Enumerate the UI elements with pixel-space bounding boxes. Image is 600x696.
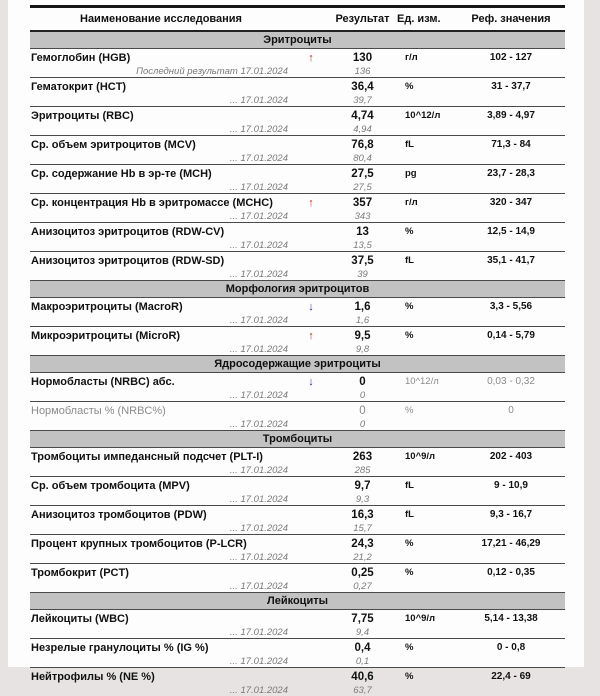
previous-result-value: 39	[357, 268, 368, 280]
test-result: 263	[352, 450, 373, 463]
table-header-row	[30, 8, 565, 32]
previous-result-row	[30, 314, 565, 326]
previous-result-value: 343	[354, 210, 371, 222]
test-row-block	[30, 223, 565, 252]
test-unit: г/л	[405, 197, 418, 208]
test-main-row	[30, 223, 565, 239]
test-row-block	[30, 252, 565, 281]
test-row-block	[30, 564, 565, 593]
test-main-row	[30, 298, 565, 314]
test-row-block	[30, 49, 565, 78]
test-main-row	[30, 610, 565, 626]
test-ref-range: 3,89 - 4,97	[487, 110, 535, 121]
previous-result-row	[30, 389, 565, 401]
previous-result-value: 80,4	[353, 152, 372, 164]
test-result: 40,6	[351, 670, 374, 683]
test-name: Нормобласты (NRBC) абс.	[31, 375, 175, 388]
previous-result-value: 1,6	[355, 314, 370, 326]
test-name: Ср. объем тромбоцита (MPV)	[31, 479, 190, 492]
test-main-row	[30, 402, 565, 418]
test-result: 13	[356, 225, 369, 238]
section-title: Морфология эритроцитов	[225, 283, 370, 295]
arrow-down-icon: ↓	[308, 375, 314, 388]
section-title: Эритроциты	[263, 34, 332, 46]
previous-result-label: ... 17.01.2024	[229, 210, 288, 222]
test-main-row	[30, 373, 565, 389]
previous-result-value: 9,8	[355, 343, 370, 355]
header-result: Результат	[335, 13, 390, 25]
previous-result-row	[30, 210, 565, 222]
test-name: Ср. объем эритроцитов (MCV)	[31, 138, 196, 151]
report-page	[8, 0, 584, 696]
test-row-block	[30, 107, 565, 136]
test-result: 0,4	[354, 641, 371, 654]
test-main-row	[30, 477, 565, 493]
test-unit: fL	[405, 480, 414, 491]
test-ref-range: 202 - 403	[489, 451, 533, 462]
test-row-block	[30, 639, 565, 668]
lab-report-table	[30, 5, 565, 696]
test-unit: fL	[405, 255, 414, 266]
previous-result-row	[30, 94, 565, 106]
test-row-block	[30, 373, 565, 402]
previous-result-row	[30, 181, 565, 193]
previous-result-label: ... 17.01.2024	[229, 389, 288, 401]
previous-result-row	[30, 418, 565, 430]
test-ref-range: 0,14 - 5,79	[487, 330, 535, 341]
test-unit: %	[405, 538, 414, 549]
test-name: Нормобласты % (NRBC%)	[31, 404, 166, 417]
test-result: 1,6	[354, 300, 371, 313]
previous-result-value: 0,1	[355, 655, 370, 667]
previous-result-label: ... 17.01.2024	[229, 152, 288, 164]
previous-result-value: 27,5	[353, 181, 372, 193]
test-main-row	[30, 49, 565, 65]
previous-result-label: ... 17.01.2024	[229, 268, 288, 280]
previous-result-row	[30, 65, 565, 77]
test-unit: %	[405, 642, 414, 653]
test-ref-range: 0 - 0,8	[496, 642, 526, 653]
arrow-up-icon: ↑	[308, 196, 314, 209]
previous-result-value: 63,7	[353, 684, 372, 696]
test-main-row	[30, 639, 565, 655]
test-ref-range: 9,3 - 16,7	[489, 509, 533, 520]
test-name: Процент крупных тромбоцитов (P-LCR)	[31, 537, 247, 550]
test-ref-range: 31 - 37,7	[491, 81, 531, 92]
header-units: Ед. изм.	[397, 13, 441, 25]
previous-result-label: ... 17.01.2024	[229, 580, 288, 592]
previous-result-row	[30, 493, 565, 505]
test-result: 37,5	[351, 254, 374, 267]
header-test-name: Наименование исследования	[80, 13, 242, 25]
previous-result-value: 13,5	[353, 239, 372, 251]
test-result: 130	[352, 51, 373, 64]
test-name: Тромбокрит (PCT)	[31, 566, 129, 579]
test-unit: %	[405, 330, 414, 341]
test-ref-range: 5,14 - 13,38	[484, 613, 538, 624]
test-name: Анизоцитоз тромбоцитов (PDW)	[31, 508, 207, 521]
test-result: 4,74	[351, 109, 374, 122]
test-row-block	[30, 194, 565, 223]
test-row-block	[30, 477, 565, 506]
previous-result-value: 15,7	[353, 522, 372, 534]
test-ref-range: 22,4 - 69	[491, 671, 531, 682]
test-main-row	[30, 165, 565, 181]
test-ref-range: 71,3 - 84	[491, 139, 531, 150]
test-name: Макроэритроциты (MacroR)	[31, 300, 183, 313]
section-title: Ядросодержащие эритроциты	[214, 358, 381, 370]
test-result: 0	[359, 375, 366, 388]
test-ref-range: 35,1 - 41,7	[487, 255, 535, 266]
test-result: 36,4	[351, 80, 374, 93]
previous-result-value: 39,7	[353, 94, 372, 106]
test-row-block	[30, 668, 565, 696]
previous-result-row	[30, 343, 565, 355]
arrow-up-icon: ↑	[308, 51, 314, 64]
section-band	[30, 281, 565, 298]
test-unit: 10^9/л	[405, 613, 436, 624]
test-name: Гематокрит (HCT)	[31, 80, 127, 93]
test-unit: %	[405, 226, 414, 237]
test-result: 0	[359, 404, 366, 417]
arrow-up-icon: ↑	[308, 329, 314, 342]
test-result: 9,7	[354, 479, 371, 492]
test-name: Лейкоциты (WBC)	[31, 612, 129, 625]
test-ref-range: 0,03 - 0,32	[487, 376, 535, 387]
test-name: Анизоцитоз эритроцитов (RDW-SD)	[31, 254, 225, 267]
test-name: Ср. содержание Hb в эр-те (MCH)	[31, 167, 212, 180]
previous-result-value: 4,94	[353, 123, 372, 135]
previous-result-label: ... 17.01.2024	[229, 343, 288, 355]
test-main-row	[30, 564, 565, 580]
test-unit: г/л	[405, 52, 418, 63]
test-row-block	[30, 610, 565, 639]
previous-result-label: ... 17.01.2024	[229, 314, 288, 326]
previous-result-row	[30, 239, 565, 251]
test-result: 357	[352, 196, 373, 209]
test-ref-range: 102 - 127	[489, 52, 533, 63]
previous-result-value: 136	[354, 65, 371, 77]
section-band	[30, 593, 565, 610]
test-result: 7,75	[351, 612, 374, 625]
previous-result-value: 285	[354, 464, 371, 476]
test-unit: %	[405, 671, 414, 682]
test-main-row	[30, 107, 565, 123]
previous-result-row	[30, 655, 565, 667]
previous-result-label: ... 17.01.2024	[229, 493, 288, 505]
section-band	[30, 431, 565, 448]
test-result: 0,25	[351, 566, 374, 579]
previous-result-value: 9,3	[355, 493, 370, 505]
test-row-block	[30, 402, 565, 431]
previous-result-label: ... 17.01.2024	[229, 94, 288, 106]
previous-result-value: 0	[359, 389, 366, 401]
previous-result-value: 0,27	[353, 580, 372, 592]
test-unit: 10^9/л	[405, 451, 436, 462]
previous-result-label: ... 17.01.2024	[229, 418, 288, 430]
test-row-block	[30, 506, 565, 535]
test-ref-range: 0,12 - 0,35	[487, 567, 535, 578]
previous-result-row	[30, 522, 565, 534]
test-row-block	[30, 535, 565, 564]
previous-result-label: ... 17.01.2024	[229, 626, 288, 638]
test-row-block	[30, 448, 565, 477]
previous-result-label: ... 17.01.2024	[229, 464, 288, 476]
test-ref-range: 12,5 - 14,9	[487, 226, 535, 237]
previous-result-label: ... 17.01.2024	[229, 522, 288, 534]
test-main-row	[30, 668, 565, 684]
test-unit: 10^12/л	[405, 110, 441, 121]
previous-result-value: 9,4	[355, 626, 370, 638]
test-name: Гемоглобин (HGB)	[31, 51, 131, 64]
test-result: 24,3	[351, 537, 374, 550]
previous-result-row	[30, 123, 565, 135]
test-row-block	[30, 327, 565, 356]
previous-result-label: ... 17.01.2024	[229, 655, 288, 667]
previous-result-label: ... 17.01.2024	[229, 181, 288, 193]
test-row-block	[30, 165, 565, 194]
previous-result-label: ... 17.01.2024	[229, 684, 288, 696]
test-row-block	[30, 298, 565, 327]
previous-result-value: 0	[359, 418, 366, 430]
arrow-down-icon: ↓	[308, 300, 314, 313]
test-unit: %	[405, 567, 414, 578]
section-band	[30, 32, 565, 49]
test-row-block	[30, 136, 565, 165]
section-title: Тромбоциты	[262, 433, 333, 445]
test-result: 16,3	[351, 508, 374, 521]
test-ref-range: 17,21 - 46,29	[481, 538, 541, 549]
test-name: Незрелые гранулоциты % (IG %)	[31, 641, 209, 654]
test-main-row	[30, 535, 565, 551]
section-title: Лейкоциты	[267, 595, 328, 607]
test-main-row	[30, 78, 565, 94]
previous-result-label: ... 17.01.2024	[229, 123, 288, 135]
test-unit: 10^12/л	[405, 376, 439, 387]
test-ref-range: 3,3 - 5,56	[489, 301, 533, 312]
test-unit: fL	[405, 509, 414, 520]
test-result: 9,5	[354, 329, 371, 342]
previous-result-row	[30, 268, 565, 280]
test-ref-range: 0	[508, 405, 514, 416]
test-main-row	[30, 136, 565, 152]
previous-result-row	[30, 580, 565, 592]
test-main-row	[30, 448, 565, 464]
previous-result-row	[30, 684, 565, 696]
test-ref-range: 320 - 347	[489, 197, 533, 208]
test-name: Ср. концентрация Hb в эритромассе (MCHC)	[31, 196, 273, 209]
previous-result-label: ... 17.01.2024	[229, 551, 288, 563]
test-name: Анизоцитоз эритроцитов (RDW-CV)	[31, 225, 225, 238]
report-body	[30, 32, 565, 696]
test-ref-range: 23,7 - 28,3	[487, 168, 535, 179]
test-unit: %	[405, 301, 414, 312]
test-main-row	[30, 252, 565, 268]
test-name: Микроэритроциты (MicroR)	[31, 329, 181, 342]
previous-result-label: ... 17.01.2024	[229, 239, 288, 251]
test-main-row	[30, 327, 565, 343]
test-main-row	[30, 194, 565, 210]
test-main-row	[30, 506, 565, 522]
previous-result-row	[30, 551, 565, 563]
test-row-block	[30, 78, 565, 107]
previous-result-value: 21,2	[353, 551, 372, 563]
previous-result-label: Последний результат 17.01.2024	[136, 65, 288, 77]
test-unit: fL	[405, 139, 414, 150]
section-band	[30, 356, 565, 373]
test-result: 27,5	[351, 167, 374, 180]
test-unit: %	[405, 81, 414, 92]
previous-result-row	[30, 152, 565, 164]
test-ref-range: 9 - 10,9	[494, 480, 528, 491]
test-name: Эритроциты (RBC)	[31, 109, 134, 122]
test-result: 76,8	[351, 138, 374, 151]
previous-result-row	[30, 464, 565, 476]
test-unit: %	[405, 405, 414, 416]
test-name: Тромбоциты импедансный подсчет (PLT-I)	[31, 450, 263, 463]
test-name: Нейтрофилы % (NE %)	[31, 670, 155, 683]
previous-result-row	[30, 626, 565, 638]
test-unit: pg	[405, 168, 417, 179]
header-ref-values: Реф. значения	[471, 13, 551, 25]
